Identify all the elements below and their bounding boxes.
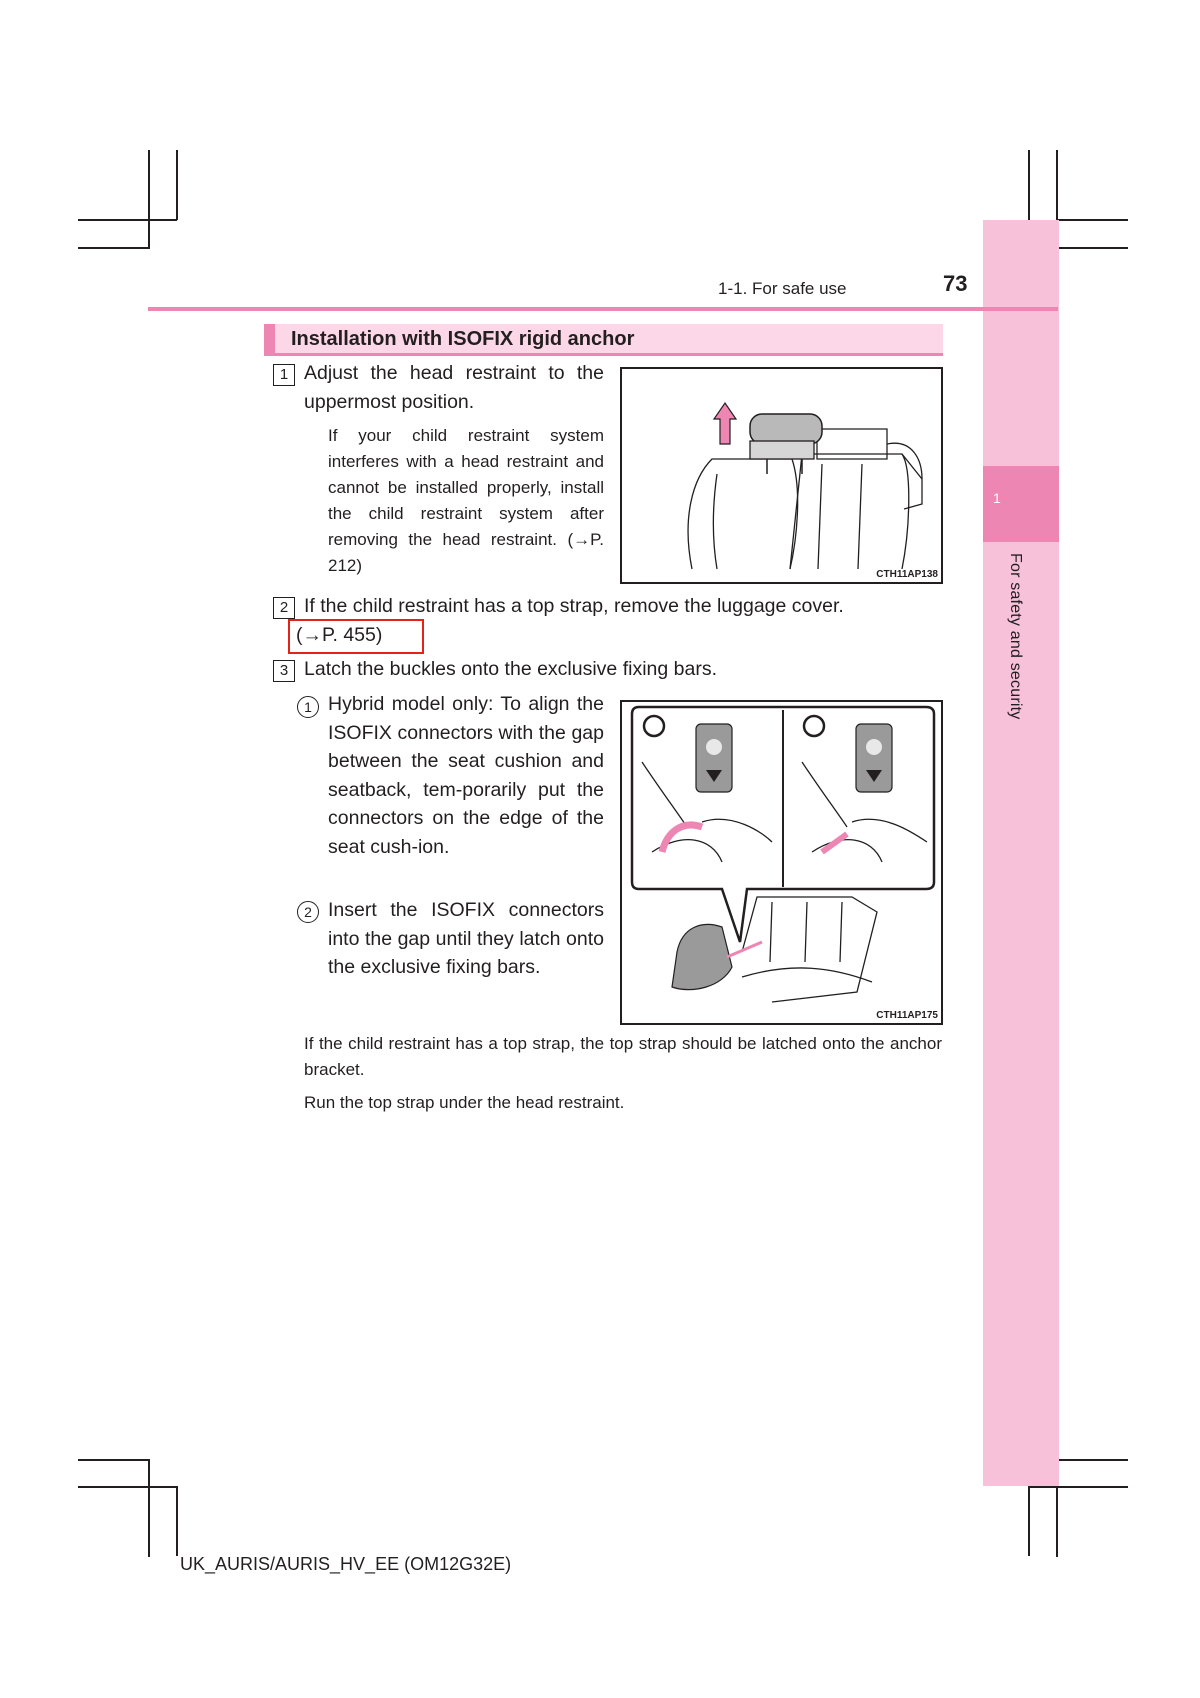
substep-2-text: Insert the ISOFIX connectors into the gap until they latch onto the exclusive fixing bars. [328,899,604,979]
chapter-label: For safety and security [1007,553,1024,720]
header-rule [148,307,1058,311]
chapter-number: 1 [993,490,1001,506]
figure-head-restraint [620,367,943,584]
isofix-illustration [622,702,941,1023]
page-number: 73 [943,271,968,296]
section-reference: 1-1. For safe use [718,279,847,298]
step-2-number: 2 [273,597,295,619]
step-1-note: If your child restraint system interferes with a head restraint and cannot be installed properly, install the child restraint system after removing the head restraint. (→P. 212) [328,426,604,575]
substep-1-text: Hybrid model only: To align the ISOFIX connectors with the gap between the seat cushion and seatback, tem-porarily put the connectors on the edge of the seat cush-ion. [328,693,604,858]
figure-1-code: CTH11AP138 [876,569,938,580]
head-restraint-illustration [622,369,941,582]
footer-document-id: UK_AURIS/AURIS_HV_EE (OM12G32E) [180,1554,512,1574]
section-title-bar [264,324,943,356]
step-3-number: 3 [273,660,295,682]
note-top-strap: If the child restraint has a top strap, the top strap should be latched onto the anchor bracket. [304,1034,942,1079]
substep-2-number: 2 [297,901,319,923]
figure-2-code: CTH11AP175 [876,1010,938,1021]
step-3-text: Latch the buckles onto the exclusive fixing bars. [304,658,717,680]
section-title: Installation with ISOFIX rigid anchor [291,328,635,350]
step-1-number: 1 [273,364,295,386]
step-2-text: If the child restraint has a top strap, remove the luggage cover. [304,595,844,617]
step-2-page-ref[interactable]: (→P. 455) [296,624,383,646]
step-1-text: Adjust the head restraint to the uppermost position. [304,362,604,413]
substep-1-number: 1 [297,696,319,718]
side-bar [983,220,1059,1486]
title-underline [264,353,943,356]
page-ref-highlight-box [288,619,424,654]
figure-isofix-connectors [620,700,943,1025]
note-run-strap: Run the top strap under the head restraint. [304,1093,625,1112]
